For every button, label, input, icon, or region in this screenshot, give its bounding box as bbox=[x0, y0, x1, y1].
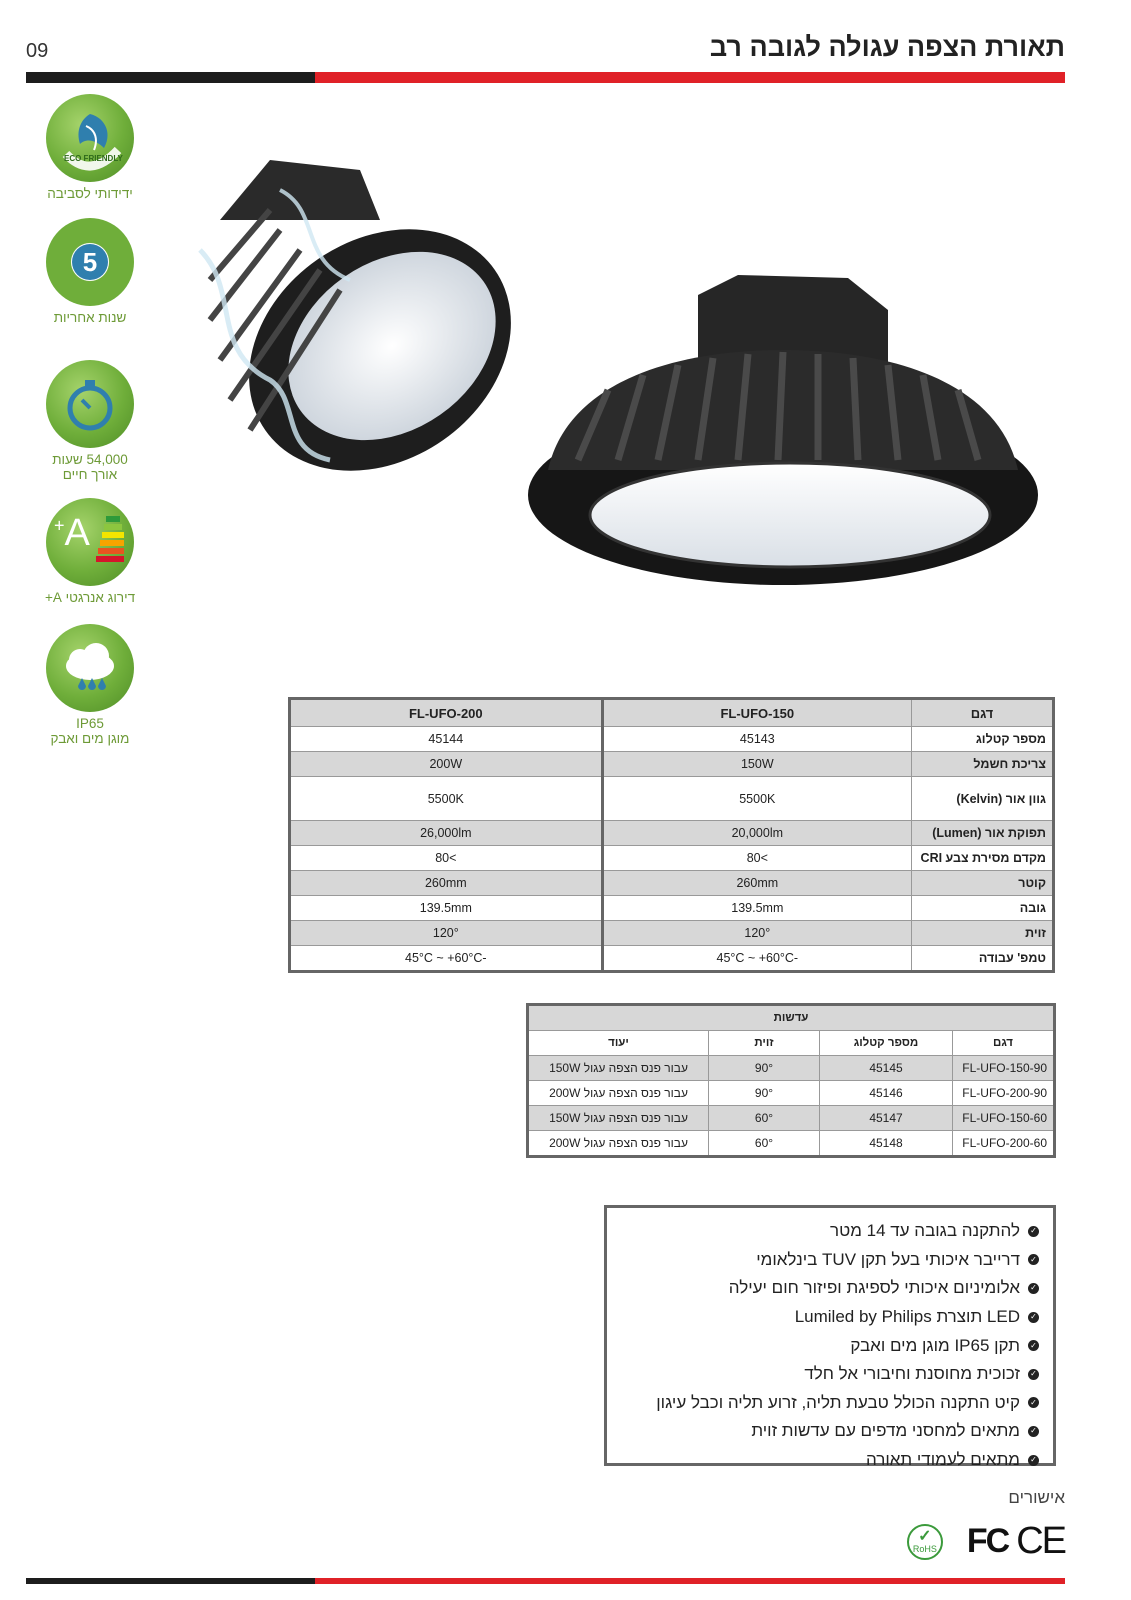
spec-cell: 120° bbox=[602, 921, 911, 946]
lens-angle: 90° bbox=[709, 1081, 820, 1106]
product-image-main bbox=[528, 270, 1038, 590]
feature-text: קיט התקנה הכולל טבעת תליה, זרוע תליה וכבל עיגון bbox=[656, 1392, 1020, 1412]
table-row bbox=[290, 946, 1054, 972]
warranty-number: 5 bbox=[72, 244, 108, 280]
feature-text: LED תוצרת Lumiled by Philips bbox=[794, 1307, 1020, 1327]
lens-header-purpose: יעוד bbox=[528, 1031, 709, 1056]
lens-table-title: עדשות bbox=[528, 1005, 1055, 1031]
lens-catalog: 45145 bbox=[820, 1056, 953, 1081]
lens-model: FL-UFO-150-60 bbox=[953, 1106, 1055, 1131]
lens-purpose: עבור פנס הצפה עגול 150W bbox=[528, 1106, 709, 1131]
check-icon: ✓ bbox=[1028, 1226, 1039, 1237]
list-item bbox=[617, 1217, 1039, 1246]
feature-text: תקן IP65 מוגן מים ואבק bbox=[850, 1335, 1020, 1355]
lens-model: FL-UFO-150-90 bbox=[953, 1056, 1055, 1081]
spec-cell: 45143 bbox=[602, 727, 911, 752]
table-row bbox=[290, 921, 1054, 946]
page-number: 09 bbox=[26, 40, 49, 62]
spec-cell: 260mm bbox=[290, 871, 603, 896]
table-row bbox=[290, 777, 1054, 821]
rohs-icon: ✓ RoHS bbox=[907, 1524, 943, 1560]
spec-table bbox=[288, 697, 1055, 973]
spec-cell: 150W bbox=[602, 752, 911, 777]
lens-purpose: עבור פנס הצפה עגול 200W bbox=[528, 1081, 709, 1106]
ip65-caption-label: מוגן מים ואבק bbox=[50, 731, 130, 746]
list-item bbox=[617, 1303, 1039, 1332]
spec-row-label: מספר קטלוג bbox=[912, 727, 1054, 752]
ip65-caption-code: IP65 bbox=[76, 716, 104, 731]
energy-caption: דירוג אנרגטי A+ bbox=[44, 590, 136, 605]
spec-cell: -45°C ~ +60°C bbox=[290, 946, 603, 972]
list-item bbox=[617, 1360, 1039, 1389]
list-item bbox=[617, 1446, 1039, 1475]
eco-friendly-badge bbox=[40, 94, 140, 201]
list-item bbox=[617, 1246, 1039, 1275]
spec-row-label: טמפ' עבודה bbox=[912, 946, 1054, 972]
feature-text: להתקנה בגובה עד 14 מטר bbox=[830, 1221, 1020, 1241]
lens-model: FL-UFO-200-60 bbox=[953, 1131, 1055, 1157]
spec-cell: 139.5mm bbox=[602, 896, 911, 921]
feature-text: מתאים למחסני מדפים עם עדשות זוית bbox=[751, 1421, 1020, 1441]
spec-row-label: קוטר bbox=[912, 871, 1054, 896]
check-icon: ✓ bbox=[1028, 1283, 1039, 1294]
table-row bbox=[290, 896, 1054, 921]
spec-cell: 5500K bbox=[290, 777, 603, 821]
lens-catalog: 45147 bbox=[820, 1106, 953, 1131]
list-item bbox=[617, 1274, 1039, 1303]
feature-text: זכוכית מחוסנת וחיבורי אל חלד bbox=[804, 1364, 1020, 1384]
stopwatch-icon bbox=[46, 360, 134, 448]
eco-badge-text: ECO FRIENDLY bbox=[64, 154, 123, 163]
spec-cell: 139.5mm bbox=[290, 896, 603, 921]
spec-cell: 5500K bbox=[602, 777, 911, 821]
lens-purpose: עבור פנס הצפה עגול 150W bbox=[528, 1056, 709, 1081]
lens-header-catalog: מספר קטלוג bbox=[820, 1031, 953, 1056]
list-item bbox=[617, 1331, 1039, 1360]
ce-icon: CE bbox=[1016, 1520, 1065, 1562]
lens-header-angle: זוית bbox=[709, 1031, 820, 1056]
table-row bbox=[528, 1106, 1055, 1131]
product-image-splash bbox=[180, 150, 520, 490]
table-row bbox=[290, 752, 1054, 777]
table-row bbox=[290, 846, 1054, 871]
warranty-badge bbox=[40, 218, 140, 325]
spec-cell: 45144 bbox=[290, 727, 603, 752]
lens-header-row bbox=[528, 1031, 1055, 1056]
spec-row-label: זוית bbox=[912, 921, 1054, 946]
feature-text: אלומיניום איכותי לספיגת ופיזור חום יעילה bbox=[728, 1278, 1020, 1298]
rohs-text: RoHS bbox=[912, 1543, 937, 1554]
feature-text: דרייבר איכותי בעל תקן TUV בינלאומי bbox=[756, 1249, 1020, 1269]
list-item bbox=[617, 1389, 1039, 1418]
lens-title-row bbox=[528, 1005, 1055, 1031]
spec-cell: 26,000lm bbox=[290, 821, 603, 846]
lens-catalog: 45146 bbox=[820, 1081, 953, 1106]
spec-header-model-200: FL-UFO-200 bbox=[290, 699, 603, 727]
check-icon: ✓ bbox=[1028, 1397, 1039, 1408]
lens-angle: 60° bbox=[709, 1131, 820, 1157]
table-row bbox=[290, 871, 1054, 896]
check-icon: ✓ bbox=[1028, 1312, 1039, 1323]
spec-row-label: מקדם מסירת צבע CRI bbox=[912, 846, 1054, 871]
lens-table bbox=[526, 1003, 1056, 1158]
check-icon: ✓ bbox=[1028, 1455, 1039, 1466]
spec-cell: 200W bbox=[290, 752, 603, 777]
spec-header-model-150: FL-UFO-150 bbox=[602, 699, 911, 727]
page-title: תאורת הצפה עגולה לגובה רב bbox=[709, 32, 1065, 62]
spec-cell: >80 bbox=[602, 846, 911, 871]
check-icon: ✓ bbox=[1028, 1254, 1039, 1265]
certifications-logos bbox=[907, 1520, 1065, 1563]
table-row bbox=[290, 727, 1054, 752]
lifetime-badge bbox=[40, 360, 140, 482]
spec-cell: 120° bbox=[290, 921, 603, 946]
spec-row-label: צריכת חשמל bbox=[912, 752, 1054, 777]
check-icon: ✓ bbox=[1028, 1369, 1039, 1380]
features-list bbox=[617, 1217, 1039, 1474]
list-item bbox=[617, 1417, 1039, 1446]
lens-angle: 90° bbox=[709, 1056, 820, 1081]
spec-row-label: גובה bbox=[912, 896, 1054, 921]
spec-cell: 260mm bbox=[602, 871, 911, 896]
spec-cell: >80 bbox=[290, 846, 603, 871]
lens-angle: 60° bbox=[709, 1106, 820, 1131]
feature-text: מתאים לעמודי תאורה bbox=[865, 1450, 1020, 1470]
energy-badge bbox=[40, 498, 140, 605]
table-row bbox=[528, 1131, 1055, 1157]
spec-header-row bbox=[290, 699, 1054, 727]
lifetime-caption-label: אורך חיים bbox=[62, 467, 118, 482]
lens-catalog: 45148 bbox=[820, 1131, 953, 1157]
spec-cell: 20,000lm bbox=[602, 821, 911, 846]
eco-friendly-icon bbox=[46, 94, 134, 182]
ip65-badge bbox=[40, 624, 140, 746]
features-box bbox=[604, 1205, 1056, 1470]
fcc-icon: FC bbox=[966, 1522, 1009, 1560]
lens-model: FL-UFO-200-90 bbox=[953, 1081, 1055, 1106]
header-divider bbox=[26, 72, 1065, 83]
warranty-caption: שנות אחריות bbox=[53, 310, 127, 325]
eco-caption: ידידותי לסביבה bbox=[47, 186, 133, 201]
table-row bbox=[528, 1056, 1055, 1081]
energy-rating-icon: A+ bbox=[46, 498, 134, 586]
spec-header-label: דגם bbox=[912, 699, 1054, 727]
check-icon: ✓ bbox=[1028, 1340, 1039, 1351]
rain-cloud-icon bbox=[46, 624, 134, 712]
lifetime-caption-hours: 54,000 שעות bbox=[52, 452, 128, 467]
spec-row-label: גוון אור (Kelvin) bbox=[912, 777, 1054, 821]
footer-divider bbox=[26, 1578, 1065, 1584]
spec-row-label: תפוקת אור (Lumen) bbox=[912, 821, 1054, 846]
spec-cell: -45°C ~ +60°C bbox=[602, 946, 911, 972]
warranty-5-year-icon bbox=[46, 218, 134, 306]
table-row bbox=[290, 821, 1054, 846]
table-row bbox=[528, 1081, 1055, 1106]
lens-header-model: דגם bbox=[953, 1031, 1055, 1056]
lens-purpose: עבור פנס הצפה עגול 200W bbox=[528, 1131, 709, 1157]
certifications-label: אישורים bbox=[1008, 1488, 1065, 1507]
check-icon: ✓ bbox=[1028, 1426, 1039, 1437]
